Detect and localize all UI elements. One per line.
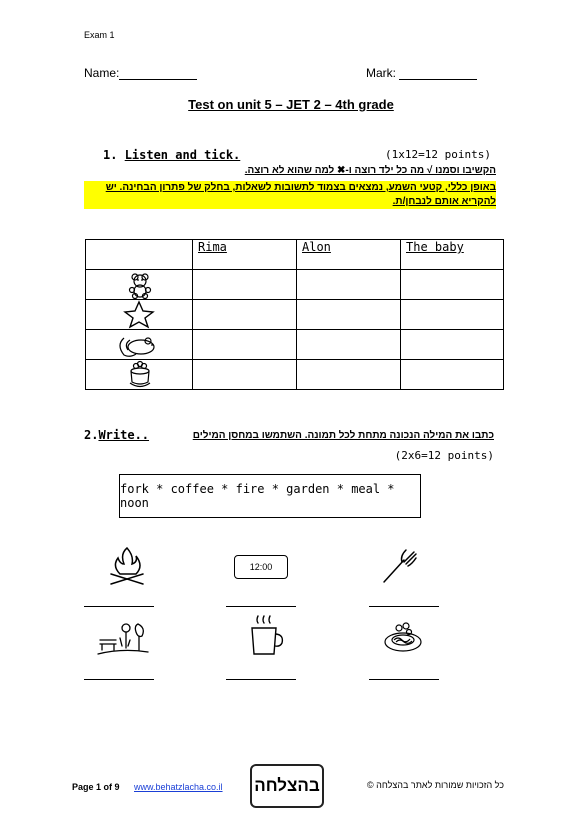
q1-hebrew-note: באופן כללי, קטעי השמע, נמצאים בצמוד לתשובות לשאלות, בחלק של פתרון הבחינה. יש להקריא אותם לנבחן/ת. [84,181,496,209]
q2-heading [84,428,149,442]
column-header-baby: The baby [401,240,504,270]
q2-number: 2. [84,428,99,442]
mark-field-row [366,66,477,80]
q1-label: Listen and tick. [124,148,241,162]
page-title: Test on unit 5 – JET 2 – 4th grade [188,97,394,112]
table-row [86,330,504,360]
clock-icon [234,555,288,579]
name-label: Name: [84,66,120,80]
table-row [86,360,504,390]
copyright-note: כל הזכויות שמורות לאתר בהצלחה © [367,780,504,790]
q2-points: (2x6=12 points) [394,449,494,462]
tick-table [85,239,504,390]
answer-line-clock[interactable] [226,606,296,607]
answer-line-coffee[interactable] [226,679,296,680]
tick-cell[interactable] [193,360,297,390]
word-bank: fork * coffee * fire * garden * meal * noon [119,474,421,518]
row-picture-cell [86,330,193,360]
clock-time: 12:00 [249,562,273,572]
name-blank-line[interactable] [119,67,197,80]
teddy-bear-icon [86,270,192,299]
brand-logo: בהצלחה [250,764,324,808]
meal-icon [382,618,424,658]
q1-number: 1. [103,148,118,162]
column-header-alon: Alon [297,240,401,270]
mark-blank-line[interactable] [399,67,477,80]
mark-label: Mark: [366,66,396,80]
star-icon [86,300,192,329]
name-field-row [84,66,197,80]
answer-line-fork[interactable] [369,606,439,607]
tick-cell[interactable] [193,330,297,360]
row-picture-cell [86,270,193,300]
tick-cell[interactable] [297,360,401,390]
fork-icon [378,544,420,586]
tick-cell[interactable] [297,270,401,300]
q1-hebrew-instruction: הקשיבו וסמנו √ מה כל ילד רוצה ו-✖ למה שהוא לא רוצה. [244,165,496,176]
table-row [86,270,504,300]
answer-line-garden[interactable] [84,679,154,680]
tick-cell[interactable] [193,270,297,300]
tick-cell[interactable] [193,300,297,330]
q2-label: Write.. [98,428,150,442]
coffee-icon [246,614,286,658]
tick-cell[interactable] [297,330,401,360]
column-header-rima: Rima [193,240,297,270]
page-number: Page 1 of 9 [72,782,120,792]
answer-line-fire[interactable] [84,606,154,607]
tick-cell[interactable] [401,300,504,330]
tick-cell[interactable] [401,330,504,360]
tick-cell[interactable] [401,360,504,390]
q1-points: (1x12=12 points) [385,148,491,161]
fire-icon [106,544,148,586]
table-header-row [86,240,504,270]
answer-line-meal[interactable] [369,679,439,680]
table-row [86,300,504,330]
exam-label: Exam 1 [84,30,115,40]
table-corner-cell [86,240,193,270]
row-picture-cell [86,300,193,330]
cake-icon [86,360,192,389]
q2-hebrew-instruction: כתבו את המילה הנכונה מתחת לכל תמונה. השתמשו במחסן המילים [192,430,494,441]
row-picture-cell [86,360,193,390]
site-link[interactable]: www.behatzlacha.co.il [134,782,223,792]
q1-heading [103,148,240,162]
tick-cell[interactable] [401,270,504,300]
mouse-icon [86,330,192,359]
garden-icon [96,618,150,658]
tick-cell[interactable] [297,300,401,330]
